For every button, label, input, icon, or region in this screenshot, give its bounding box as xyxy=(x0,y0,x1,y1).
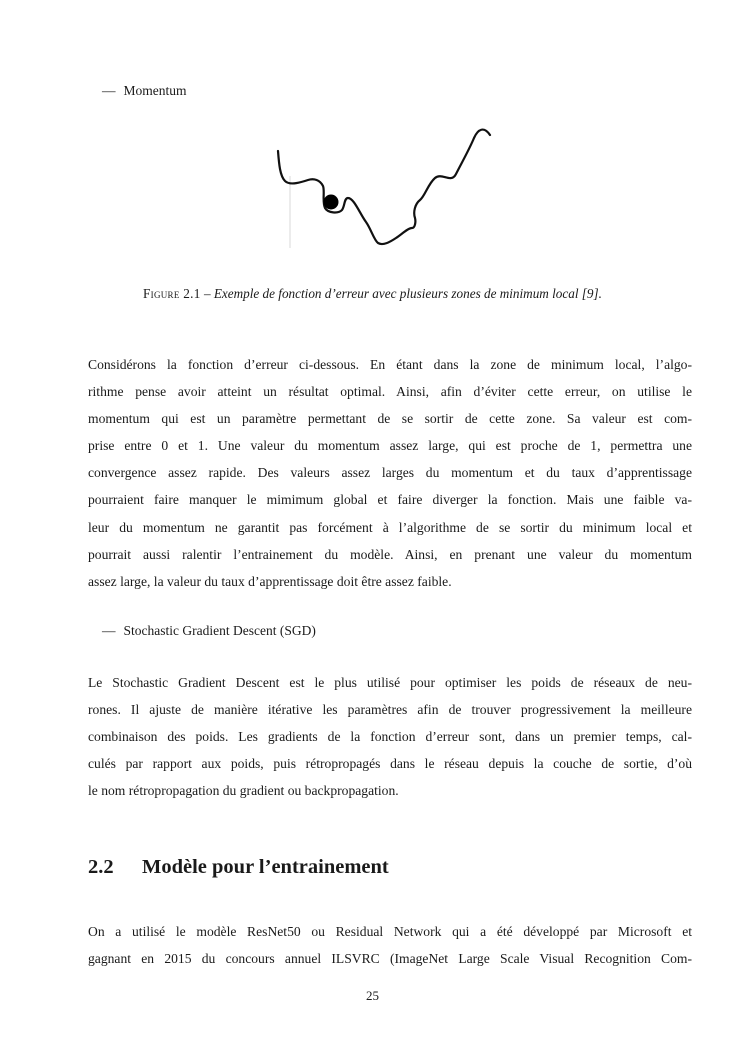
paragraph-line: rones. Il ajuste de manière itérative les paramètres afin de trouver progressivement la meilleure xyxy=(88,702,692,718)
paragraph-sgd xyxy=(88,669,692,804)
figure-caption-text: Exemple de fonction d’erreur avec plusieurs zones de minimum local [9]. xyxy=(213,286,602,301)
paragraph-line: convergence assez rapide. Des valeurs assez larges du momentum et du taux d’apprentissage xyxy=(88,465,692,481)
ball-marker xyxy=(324,195,339,210)
paragraph-line: gagnant en 2015 du concours annuel ILSVRC (ImageNet Large Scale Visual Recognition Com- xyxy=(88,951,692,967)
figure-caption xyxy=(0,286,745,302)
figure-separator: – xyxy=(200,286,214,301)
bullet-momentum xyxy=(102,82,187,100)
bullet-sgd-label: Stochastic Gradient Descent (SGD) xyxy=(123,623,316,638)
paragraph-line: prise entre 0 et 1. Une valeur du momentum assez large, qui est proche de 1, permettra une xyxy=(88,438,692,454)
paragraph-line: rithme pense avoir atteint un résultat optimal. Ainsi, afin d’éviter cette erreur, on utilise le xyxy=(88,384,692,400)
figure-label: Figure 2.1 xyxy=(143,286,201,301)
paragraph-line: pourraient faire manquer le mimimum global et faire diverger la fonction. Mais une faible va- xyxy=(88,492,692,508)
error-function-figure xyxy=(268,124,504,252)
paragraph-line: On a utilisé le modèle ResNet50 ou Residual Network qui a été développé par Microsoft et xyxy=(88,924,692,939)
paragraph-line: Considérons la fonction d’erreur ci-dessous. En étant dans la zone de minimum local, l’algo- xyxy=(88,357,692,372)
paragraph-line: assez large, la valeur du taux d’apprentissage doit être assez faible. xyxy=(88,573,452,589)
paragraph-line: le nom rétropropagation du gradient ou backpropagation. xyxy=(88,783,399,799)
paragraph-line: pourrait aussi ralentir l’entrainement du modèle. Ainsi, en prenant une valeur du momentum xyxy=(88,546,692,562)
section-number: 2.2 xyxy=(88,856,114,878)
page-number: 25 xyxy=(366,988,379,1003)
error-curve xyxy=(278,130,490,244)
paragraph-line: leur du momentum ne garantit pas forcément à l’algorithme de se sortir du minimum local et xyxy=(88,519,692,535)
paragraph-line: culés par rapport aux poids, puis rétropropagés dans le réseau depuis la couche de sortie, d’où xyxy=(88,756,692,772)
paragraph-momentum xyxy=(88,351,692,595)
paragraph-line: momentum qui est un paramètre permettant de se sortir de cette zone. Sa valeur est com- xyxy=(88,411,692,427)
bullet-dash: — xyxy=(102,83,116,98)
bullet-dash: — xyxy=(102,623,116,638)
section-title: Modèle pour l’entrainement xyxy=(142,856,389,878)
paragraph-resnet xyxy=(88,918,692,972)
paragraph-line: combinaison des poids. Les gradients de la fonction d’erreur sont, dans un premier temps, cal- xyxy=(88,729,692,745)
section-heading xyxy=(88,856,389,879)
bullet-sgd xyxy=(102,622,316,640)
paragraph-line: Le Stochastic Gradient Descent est le plus utilisé pour optimiser les poids de réseaux de neu- xyxy=(88,675,692,690)
bullet-momentum-label: Momentum xyxy=(123,83,187,98)
